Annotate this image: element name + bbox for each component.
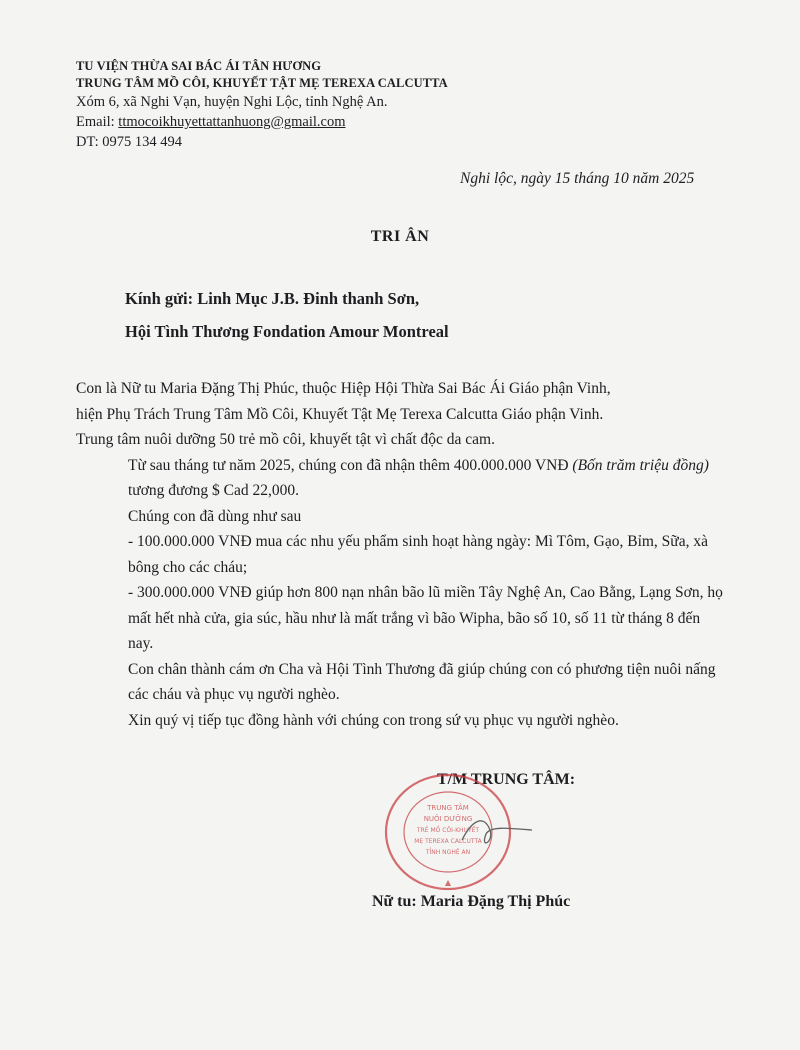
email-link[interactable]: ttmocoikhuyettattanhuong@gmail.com xyxy=(118,114,346,130)
org-name-line2: TRUNG TÂM MỒ CÔI, KHUYẾT TẬT MẸ TEREXA CALCUTTA xyxy=(76,76,448,90)
intro-line1: Con là Nữ tu Maria Đặng Thị Phúc, thuộc Hiệp Hội Thừa Sai Bác Ái Giáo phận Vinh, xyxy=(76,380,611,397)
usage-item-1: - 100.000.000 VNĐ mua các nhu yếu phẩm sinh hoạt hàng ngày: Mì Tôm, Gạo, Bỉm, Sữa, xà bông cho các cháu; xyxy=(128,533,708,576)
donation-equivalent: tương đương $ Cad 22,000. xyxy=(128,482,299,499)
closing-paragraph: Xin quý vị tiếp tục đồng hành với chúng con trong sứ vụ phục vụ người nghèo. xyxy=(128,711,619,729)
intro-line2: hiện Phụ Trách Trung Tâm Mồ Côi, Khuyết Tật Mẹ Terexa Calcutta Giáo phận Vinh. xyxy=(76,405,604,423)
org-address: Xóm 6, xã Nghi Vạn, huyện Nghi Lộc, tỉnh Nghệ An. xyxy=(76,94,388,110)
letterhead xyxy=(76,58,448,152)
letter-body xyxy=(76,376,726,733)
signatory-name: Nữ tu: Maria Đặng Thị Phúc xyxy=(372,893,571,910)
document-title: TRI ÂN xyxy=(370,228,430,245)
usage-intro: Chúng con đã dùng như sau xyxy=(128,507,302,525)
email-label: Email: xyxy=(76,114,115,130)
org-name-line1: TU VIỆN THỪA SAI BÁC ÁI TÂN HƯƠNG xyxy=(76,59,322,73)
addressee-line2: Hội Tình Thương Fondation Amour Montreal xyxy=(125,322,449,341)
thanks-paragraph: Con chân thành cám ơn Cha và Hội Tình Thương đã giúp chúng con có phương tiện nuôi nấng các cháu và phục vụ người nghèo. xyxy=(128,660,716,703)
date-line: Nghi lộc, ngày 15 tháng 10 năm 2025 xyxy=(460,170,695,187)
stamp-line2: NUÔI DƯỠNG xyxy=(423,815,473,823)
addressee-line1: Kính gửi: Linh Mục J.B. Đinh thanh Sơn, xyxy=(125,289,420,308)
stamp-line3: TRẺ MỒ CÔI-KHUYẾT xyxy=(416,827,480,834)
stamp-star-icon xyxy=(445,880,451,886)
signature-title: T/M TRUNG TÂM: xyxy=(437,771,576,788)
intro-line3: Trung tâm nuôi dưỡng 50 trẻ mồ côi, khuyết tật vì chất độc da cam. xyxy=(76,431,495,448)
organization-stamp xyxy=(376,770,536,898)
org-phone: DT: 0975 134 494 xyxy=(76,134,183,150)
donation-text: Từ sau tháng tư năm 2025, chúng con đã nhận thêm 400.000.000 VNĐ xyxy=(128,456,569,474)
org-email-line xyxy=(76,112,448,132)
donation-amount-words: (Bốn trăm triệu đồng) xyxy=(572,456,709,474)
stamp-line5: TỈNH NGHỆ AN xyxy=(425,849,471,856)
stamp-line4: MẸ TEREXA CALCUTTA xyxy=(414,838,482,845)
addressee-block xyxy=(125,282,449,348)
usage-item-2: - 300.000.000 VNĐ giúp hơn 800 nạn nhân bão lũ miền Tây Nghệ An, Cao Bằng, Lạng Sơn, họ mất hết nhà cửa, gia súc, hầu như là mất trắng vì bão Wipha, bão số 10, số 11 từ tháng 8 đến nay. xyxy=(128,584,723,652)
stamp-line1: TRUNG TÂM xyxy=(427,804,469,812)
donation-paragraph xyxy=(76,453,726,504)
